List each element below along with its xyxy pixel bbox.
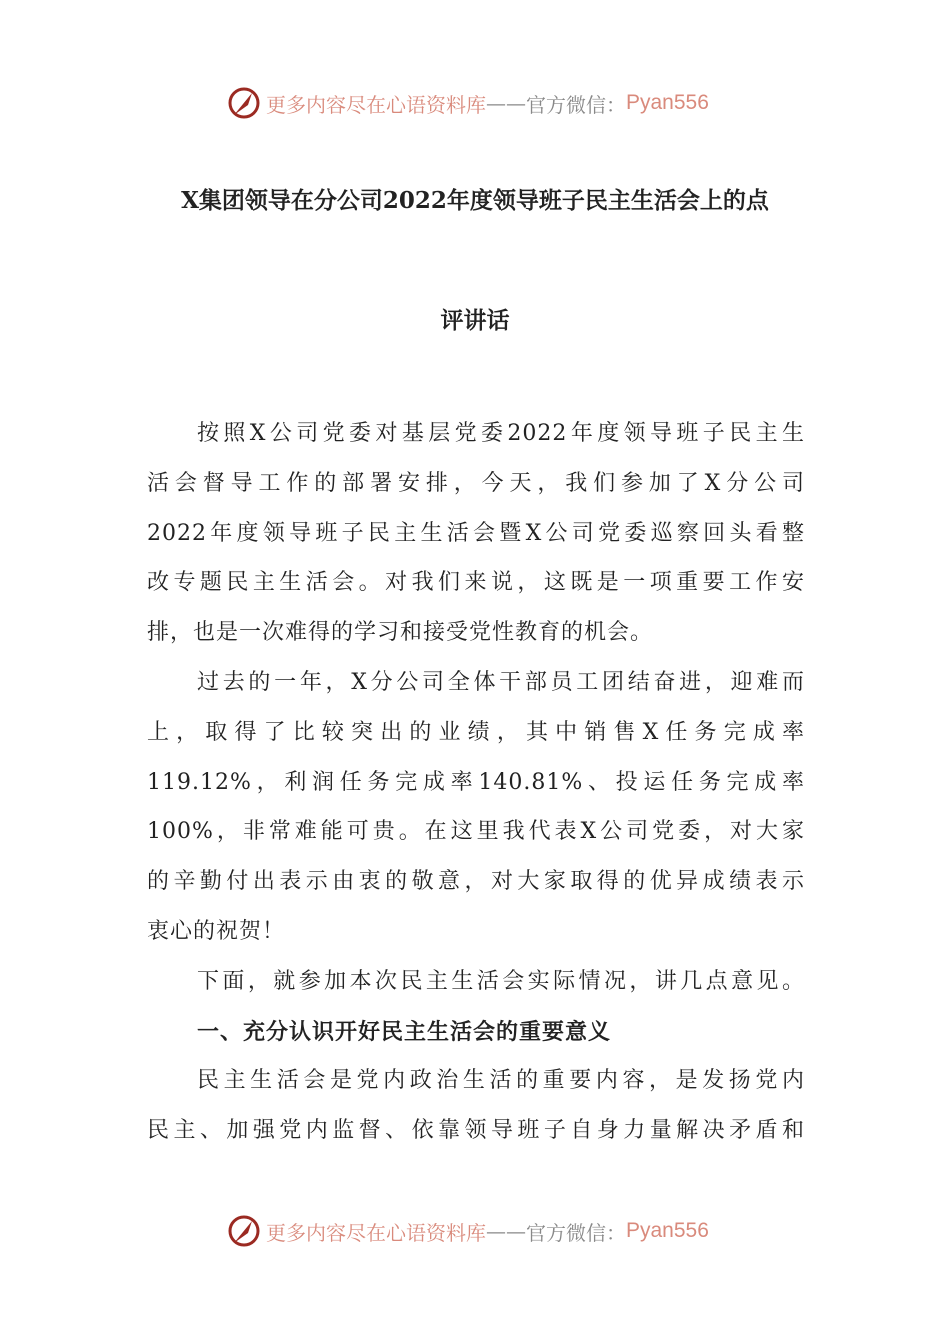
body-text-line: 活会督导工作的部署安排，今天，我们参加了X分公司 <box>147 470 805 496</box>
document-title-line2: 评讲话 <box>440 307 510 334</box>
body-text-line: 下面，就参加本次民主生活会实际情况，讲几点意见。 <box>197 968 805 994</box>
body-text-line: 过去的一年，X分公司全体干部员工团结奋进，迎难而 <box>197 670 805 695</box>
watermark-dash: —— <box>486 91 526 115</box>
watermark-dash: —— <box>486 1219 526 1243</box>
watermark-text: 更多内容尽在心语资料库 <box>266 1220 486 1245</box>
body-text-line: 119.12%，利润任务完成率140.81%、投运任务完成率 <box>147 769 805 795</box>
body-text-line: 改专题民主生活会。对我们来说，这既是一项重要工作安 <box>147 570 805 596</box>
section-heading: 一、充分认识开好民主生活会的重要意义 <box>197 1018 612 1045</box>
body-text-line: 排，也是一次难得的学习和接受党性教育的机会。 <box>147 620 654 646</box>
body-text-line: 按照X公司党委对基层党委2022年度领导班子民主生 <box>197 421 805 446</box>
body-text-line: 上，取得了比较突出的业绩，其中销售X任务完成率 <box>147 719 805 745</box>
body-text-line: 100%，非常难能可贵。在这里我代表X公司党委，对大家 <box>147 819 805 845</box>
body-text-line: 民主、加强党内监督、依靠领导班子自身力量解决矛盾和 <box>147 1118 805 1144</box>
document-title-line1: X集团领导在分公司2022年度领导班子民主生活会上的点 <box>181 187 769 214</box>
watermark-text: 更多内容尽在心语资料库 <box>266 92 486 117</box>
body-text-line: 2022年度领导班子民主生活会暨X公司党委巡察回头看整 <box>147 520 805 546</box>
watermark-footer <box>226 1211 709 1251</box>
watermark-header <box>226 83 709 123</box>
watermark-wechat-id: Pyan556 <box>626 91 709 114</box>
quill-logo-icon <box>226 85 262 121</box>
body-text-line: 的辛勤付出表示由衷的敬意，对大家取得的优异成绩表示 <box>147 869 805 895</box>
body-text-line: 民主生活会是党内政治生活的重要内容，是发扬党内 <box>197 1068 805 1094</box>
watermark-wechat-label: 官方微信： <box>526 92 626 117</box>
watermark-wechat-label: 官方微信： <box>526 1220 626 1245</box>
body-text-line: 衷心的祝贺！ <box>147 919 286 944</box>
quill-logo-icon <box>226 1213 262 1249</box>
watermark-wechat-id: Pyan556 <box>626 1219 709 1242</box>
